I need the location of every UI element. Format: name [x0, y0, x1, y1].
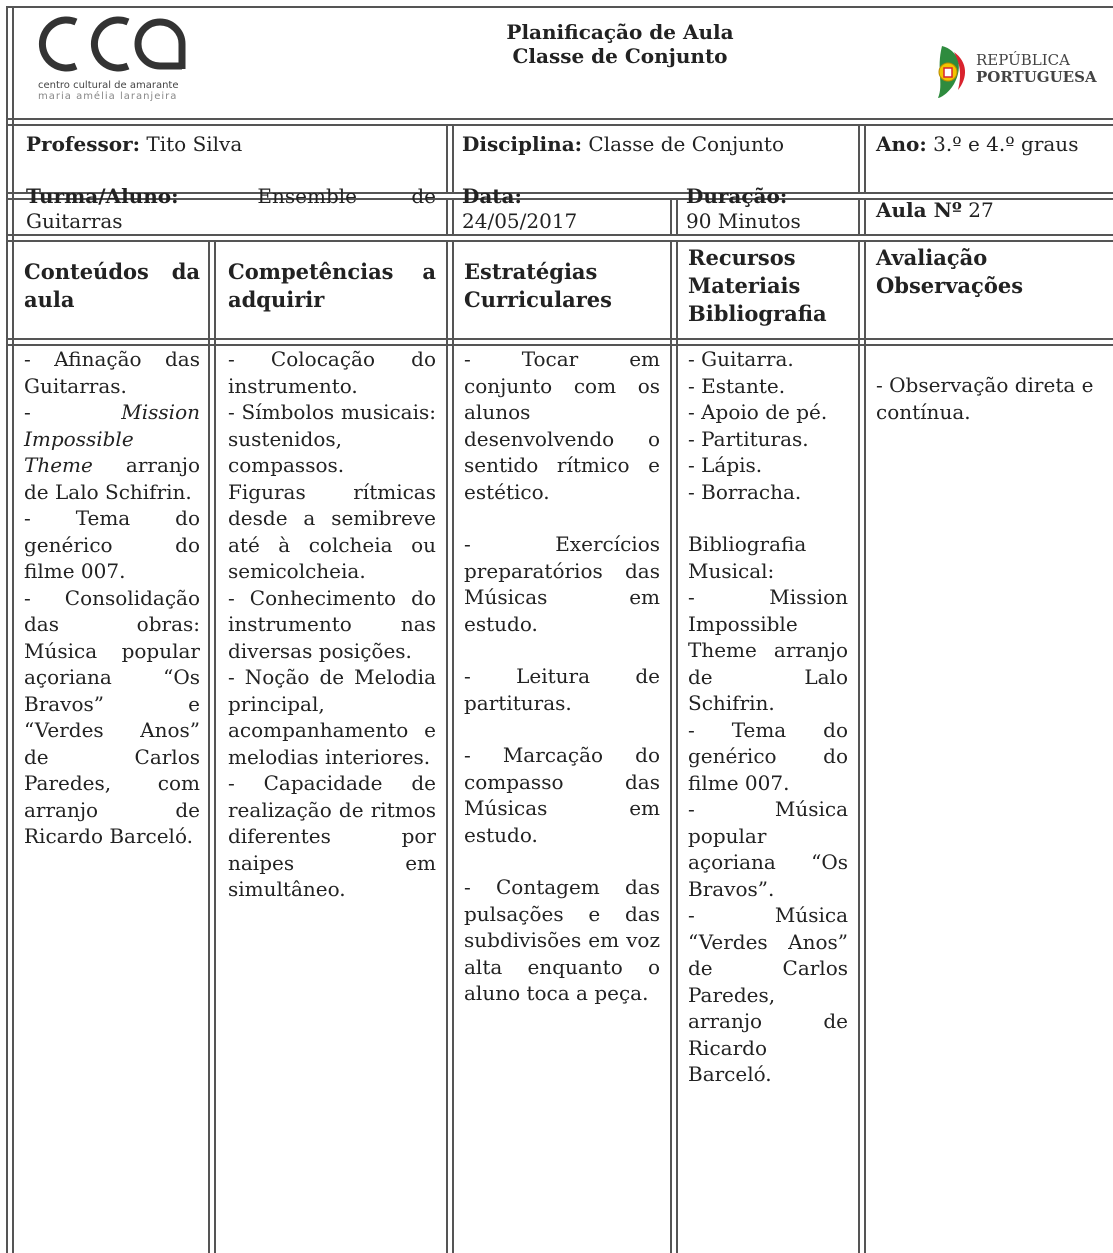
- data-cell: [462, 184, 662, 234]
- duracao-value: 90 Minutos: [686, 209, 801, 233]
- bibliografia-item: - Tema do genérico do filme 007.: [688, 717, 848, 795]
- col-header-competencias: Competências a adquirir: [228, 259, 436, 312]
- col-header-estrategias: Estratégias Curriculares: [464, 259, 612, 312]
- data-label: Data:: [462, 184, 522, 208]
- competencias-p4: - Conhecimento do instrumento nas diversas posições.: [228, 585, 436, 663]
- recursos-header-3: Bibliografia: [688, 301, 827, 326]
- title-line-1: Planificação de Aula: [506, 20, 734, 44]
- bibliografia-item: - Música “Verdes Anos” de Carlos Paredes, arranjo de Ricardo Barceló.: [688, 903, 848, 1086]
- recursos-item: - Apoio de pé.: [688, 400, 828, 424]
- conteudos-p4: - Consolidação das obras: Música popular açoriana “Os Bravos” e “Verdes Anos” de Carlos Paredes, com arranjo de Ricardo Barceló.: [24, 585, 200, 848]
- conteudos-p2: - Mission Impossible Theme arranjo de Lalo Schifrin.: [24, 400, 200, 504]
- republica-logo: [928, 44, 1108, 104]
- cca-logo-icon: [32, 14, 232, 74]
- estrategias-p5: - Contagem das pulsações e das subdivisões em voz alta enquanto o aluno toca a peça.: [464, 875, 660, 1005]
- recursos-item: - Lápis.: [688, 453, 763, 477]
- bibliografia-label: Bibliografia Musical:: [688, 532, 807, 583]
- competencias-p2: - Símbolos musicais: sustenidos, compassos.: [228, 400, 436, 477]
- recursos-item: - Guitarra.: [688, 347, 794, 371]
- turma-label: Turma/Aluno:: [26, 184, 179, 208]
- estrategias-body: [464, 346, 660, 1007]
- avaliacao-header-2: Observações: [876, 273, 1024, 298]
- recursos-item: - Estante.: [688, 373, 786, 398]
- recursos-body: [688, 346, 848, 1088]
- competencias-p6: - Capacidade de realização de ritmos diferentes por naipes em simultâneo.: [228, 771, 436, 901]
- turma-cell: [26, 184, 436, 234]
- col-header-conteudos: Conteúdos da aula: [24, 259, 200, 312]
- republica-emblem-icon: [928, 44, 972, 100]
- recursos-item: - Borracha.: [688, 479, 802, 504]
- competencias-body: [228, 346, 436, 903]
- recursos-header-1: Recursos: [688, 245, 796, 270]
- duracao-cell: [686, 184, 854, 234]
- professor-label: Professor:: [26, 132, 141, 156]
- ano-value: 3.º e 4.º graus: [933, 132, 1079, 156]
- estrategias-p1: - Tocar em conjunto com os alunos desenvolvendo o sentido rítmico e estético.: [464, 347, 660, 504]
- conteudos-body: [24, 346, 200, 850]
- aula-cell: [876, 198, 1113, 223]
- professor-cell: [26, 132, 436, 157]
- bibliografia-item: - Mission Impossible Theme arranjo de Lalo Schifrin.: [688, 585, 848, 715]
- estrategias-p4: - Marcação do compasso das Músicas em estudo.: [464, 743, 660, 847]
- competencias-p1: - Colocação do instrumento.: [228, 347, 436, 398]
- ano-cell: [876, 132, 1113, 157]
- conteudos-p3: - Tema do genérico do filme 007.: [24, 506, 200, 583]
- estrategias-p3: - Leitura de partituras.: [464, 664, 660, 715]
- estrategias-p2: - Exercícios preparatórios das Músicas em estudo.: [464, 532, 660, 636]
- competencias-p5: - Noção de Melodia principal, acompanhamento e melodias interiores.: [228, 665, 436, 769]
- competencias-p3: Figuras rítmicas desde a semibreve até à colcheia ou semicolcheia.: [228, 479, 436, 583]
- aula-value: 27: [968, 198, 994, 222]
- aula-label: Aula Nº: [876, 198, 962, 222]
- avaliacao-body: - Observação direta e contínua.: [876, 373, 1094, 424]
- disciplina-value: Classe de Conjunto: [588, 132, 785, 156]
- col-header-recursos: [688, 244, 856, 328]
- data-value: 24/05/2017: [462, 209, 578, 233]
- col-header-avaliacao: [876, 244, 1106, 300]
- recursos-item: - Partituras.: [688, 426, 809, 451]
- disciplina-label: Disciplina:: [462, 132, 583, 156]
- title-line-2: Classe de Conjunto: [512, 44, 728, 68]
- turma-value-a: Ensemble de: [257, 184, 436, 208]
- professor-value: Tito Silva: [146, 132, 243, 156]
- turma-value-b: Guitarras: [26, 209, 123, 233]
- duracao-label: Duração:: [686, 184, 788, 208]
- disciplina-cell: [462, 132, 852, 157]
- page-title: [440, 20, 800, 68]
- recursos-header-2: Materiais: [688, 273, 801, 298]
- logo-cca: [32, 14, 232, 106]
- avaliacao-header-1: Avaliação: [876, 245, 988, 270]
- ano-label: Ano:: [876, 132, 927, 156]
- logo-line-1: centro cultural de amarante: [38, 80, 179, 91]
- logo-line-2: maria amélia laranjeira: [38, 91, 178, 102]
- bibliografia-item: - Música popular açoriana “Os Bravos”.: [688, 797, 848, 901]
- republica-line-1: REPÚBLICA: [976, 51, 1070, 69]
- conteudos-p1: - Afinação das Guitarras.: [24, 347, 200, 398]
- conteudos-p2-title: Mission Impossible Theme: [24, 400, 200, 477]
- republica-line-2: PORTUGUESA: [976, 68, 1097, 86]
